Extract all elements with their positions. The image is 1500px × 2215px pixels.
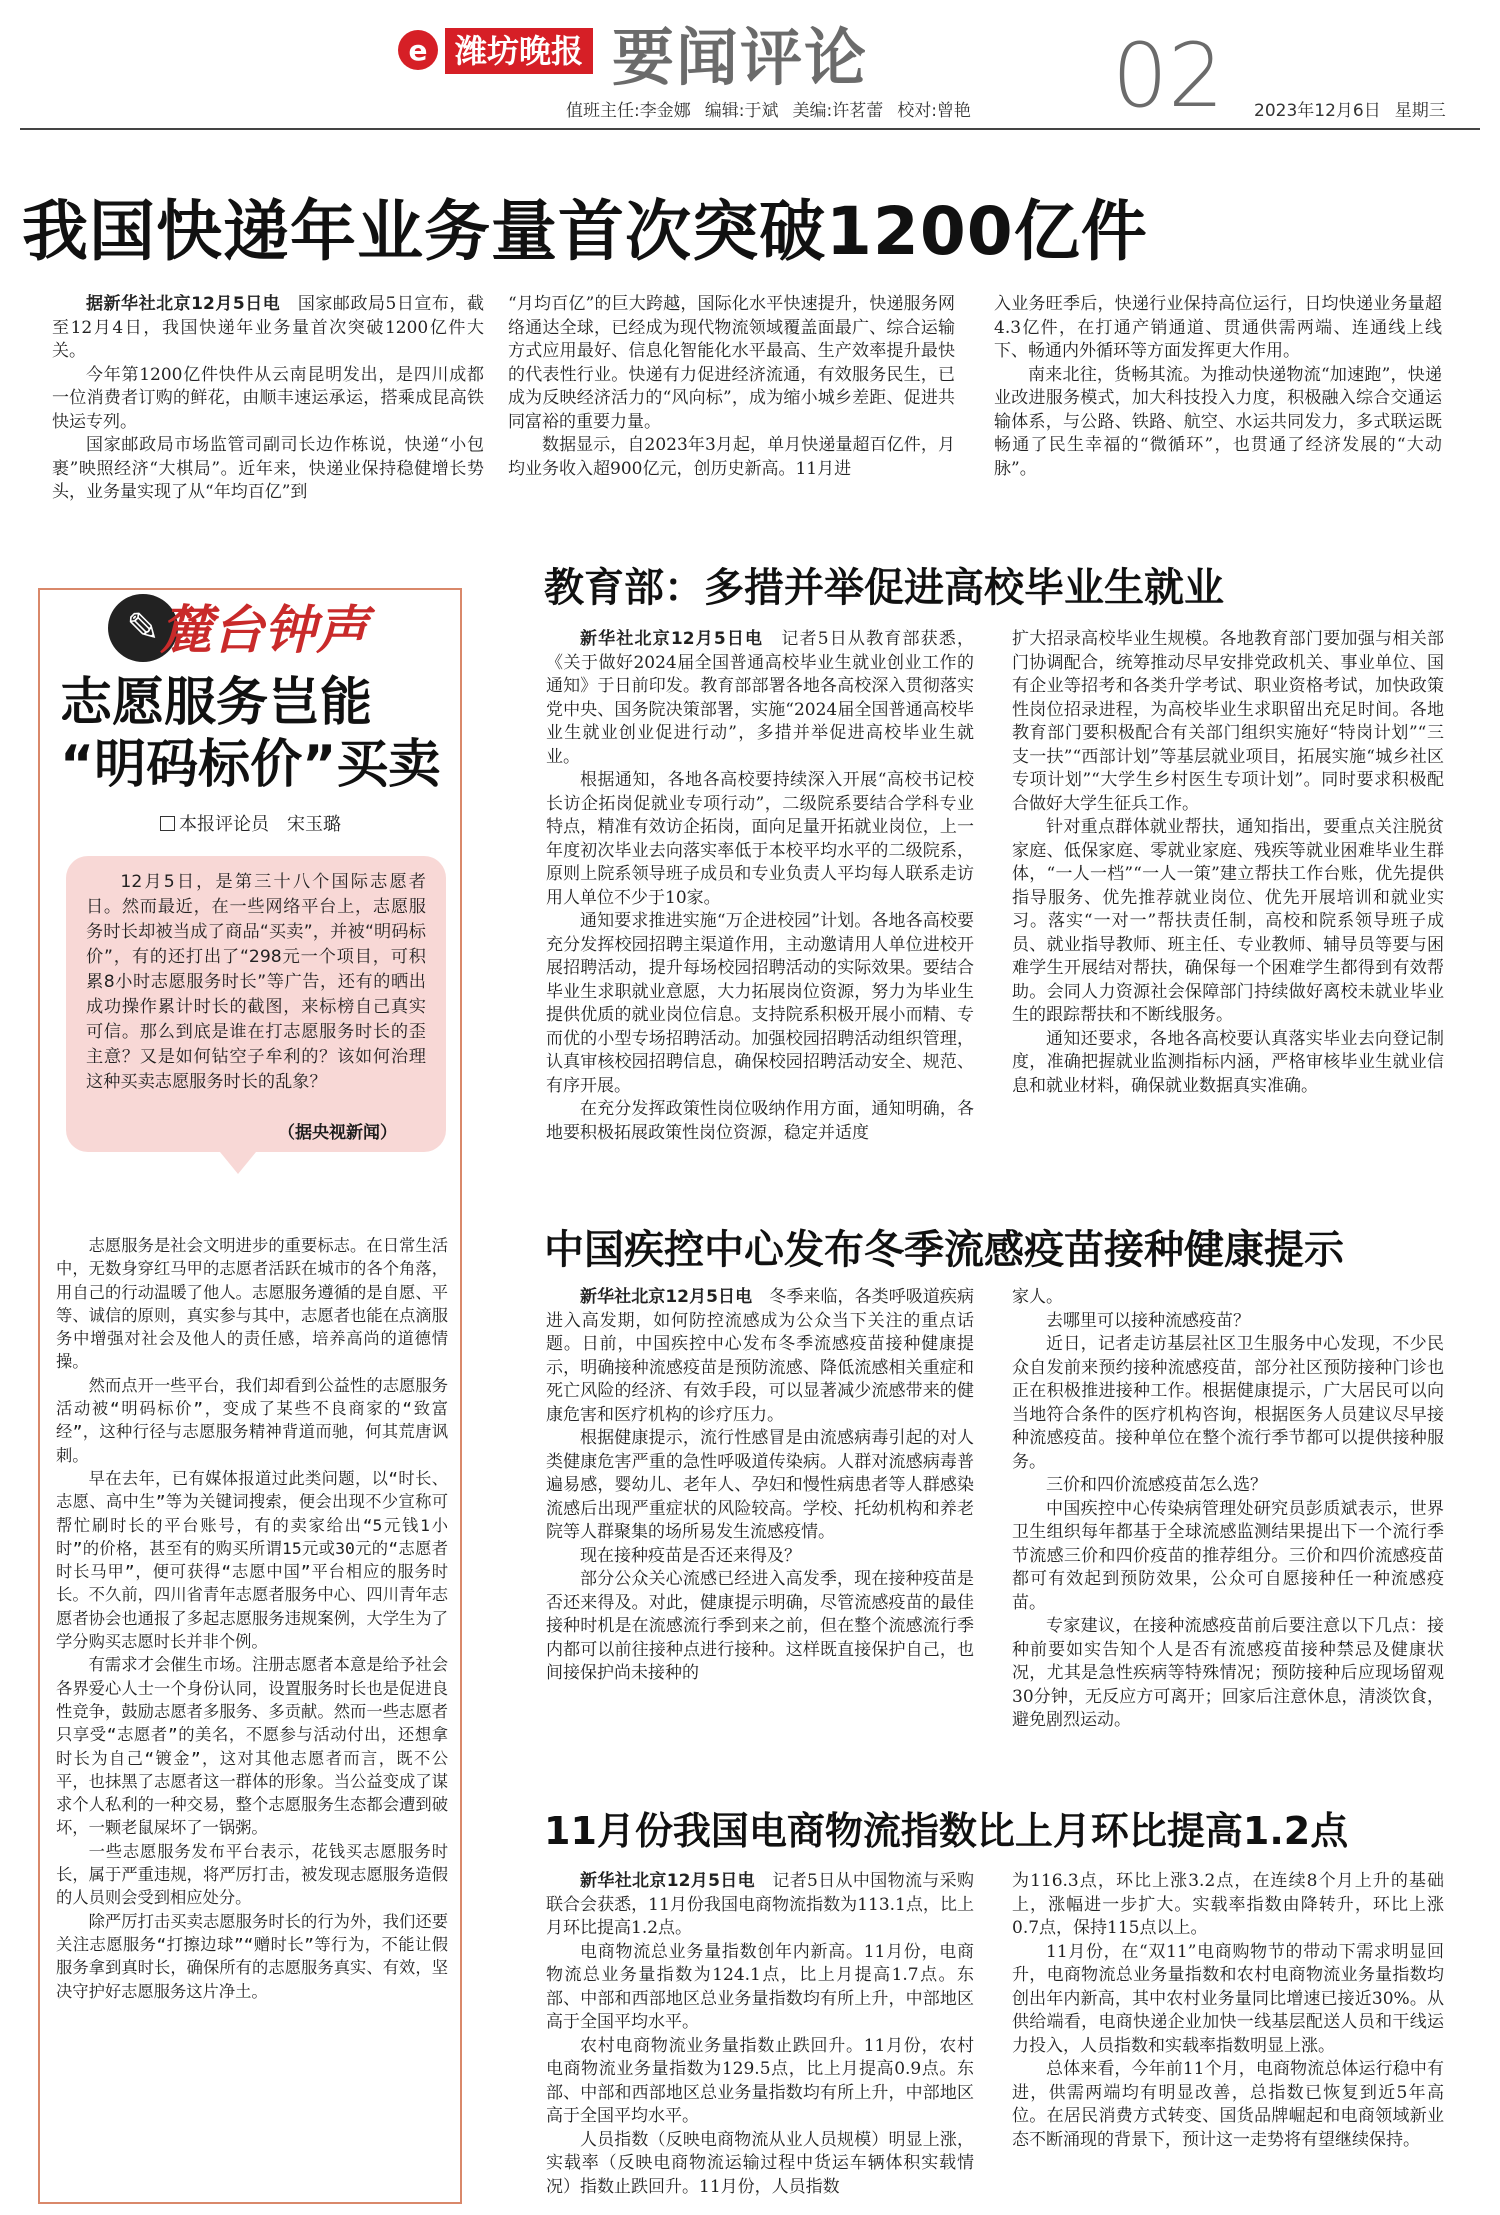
paragraph: 今年第1200亿件快件从云南昆明发出，是四川成都一位消费者订购的鲜花，由顺丰速运承运，搭乘成昆高铁快运专列。: [52, 364, 484, 432]
staff-credits: [566, 96, 985, 121]
paragraph: 部分公众关心流感已经进入高发季，现在接种疫苗是否还来得及。对此，健康提示明确，尽管流感疫苗的最佳接种时机是在流感流行季到来之前，但在整个流感流行季内都可以前往接种点进行接种。这样既直接保护自己，也间接保护尚未接种的: [546, 1569, 974, 1683]
paragraph: 家人。: [1012, 1287, 1063, 1307]
paragraph: 早在去年，已有媒体报道过此类问题，以“时长、志愿、高中生”等为关键词搜索，便会出现不少宣称可帮忙刷时长的平台账号，有的卖家给出“5元钱1小时”的价格，甚至有的购买所谓15元或30元的“志愿者时长马甲”，便可获得“志愿中国”平台相应的服务时长。不久前，四川省青年志愿者服务中心、四川青年志愿者协会也通报了多起志愿服务违规案例，大学生为了学分购买志愿时长并非个例。: [56, 1468, 448, 1652]
column-logo: 麓台钟声: [160, 600, 369, 661]
brush-icon: ✎: [108, 594, 178, 662]
page-number: 02: [1112, 24, 1224, 127]
paragraph: 通知还要求，各地各高校要认真落实毕业去向登记制度，准确把握就业监测指标内涵，严格审核毕业生就业信息和就业材料，确保就业数据真实准确。: [1012, 1028, 1444, 1096]
paragraph-text: 记者5日从教育部获悉，《关于做好2024届全国普通高校毕业生就业创业工作的通知》于日前印发。教育部部署各地各高校深入贯彻落实党中央、国务院决策部署，实施“2024届全国普通高校毕业生就业创业促进行动”，多措并举促进高校毕业生就业。: [546, 629, 974, 767]
byline-square-icon: [160, 816, 175, 831]
logistics-headline: 11月份我国电商物流指数比上月环比提高1.2点: [544, 1809, 1349, 1853]
paragraph: 扩大招录高校毕业生规模。各地教育部门要加强与相关部门协调配合，统筹推动尽早安排党政机关、事业单位、国有企业等招考和各类升学考试、职业资格考试，加快政策性岗位招录进程，为高校毕业生求职留出充足时间。各地教育部门要积极配合有关部门组织实施好“特岗计划”“三支一扶”“西部计划”等基层就业项目，拓展实施“城乡社区专项计划”“大学生乡村医生专项计划”。同时要求积极配合做好大学生征兵工作。: [1012, 629, 1444, 814]
paragraph: [546, 1870, 974, 1941]
quote-text: [86, 870, 426, 1095]
paragraph: 数据显示，自2023年3月起，单月快递量超百亿件，月均业务收入超900亿元，创历史新高。11月进: [508, 435, 955, 479]
paragraph: [546, 628, 974, 769]
issue-date-text: 2023年12月6日: [1254, 101, 1381, 121]
byline-text: 本报评论员 宋玉璐: [179, 814, 341, 835]
paragraph: [546, 1286, 974, 1427]
paragraph: 国家邮政局市场监管司副司长边作栋说，快递“小包裹”映照经济“大棋局”。近年来，快递业保持稳健增长势头，业务量实现了从“年均百亿”到: [52, 435, 484, 502]
dateline: 新华社北京12月5日电: [580, 629, 764, 649]
logistics-column-2: [1012, 1870, 1444, 2152]
commentary-body: [56, 1234, 448, 2003]
lead-column-1: [52, 293, 484, 505]
commentary-title-line1: 志愿服务岂能: [60, 673, 373, 733]
dateline: 新华社北京12月5日电: [580, 1871, 755, 1891]
issue-date: [1254, 96, 1460, 121]
paragraph: 近日，记者走访基层社区卫生服务中心发现，不少民众自发前来预约接种流感疫苗，部分社区预防接种门诊也正在积极推进接种工作。根据健康提示，广大居民可以向当地符合条件的医疗机构咨询，根据医务人员建议尽早接种流感疫苗。接种单位在整个流行季节都可以提供接种服务。: [1012, 1334, 1444, 1472]
staff-designer: 美编:许茗蕾: [792, 101, 884, 121]
logistics-column-1: [546, 1870, 974, 2199]
lead-column-2: [508, 293, 955, 481]
paragraph: 人员指数（反映电商物流从业人员规模）明显上涨，实载率（反映电商物流运输过程中货运车辆体积实载情况）指数止跌回升。11月份，人员指数: [546, 2129, 974, 2197]
paragraph: 入业务旺季后，快递行业保持高位运行，日均快递业务量超4.3亿件，在打通产销通道、贯通供需两端、连通线上线下、畅通内外循环等方面发挥更大作用。: [994, 294, 1442, 361]
paragraph: 根据通知，各地各高校要持续深入开展“高校书记校长访企拓岗促就业专项行动”，二级院系要结合学科专业特点，精准有效访企拓岗，面向足量开拓就业岗位，上一年度初次毕业去向落实率低于本校平均水平的二级院系，原则上院系领导班子成员和专业负责人平均每人联系走访用人单位不少于10家。: [546, 770, 974, 908]
paragraph: 然而点开一些平台，我们却看到公益性的志愿服务活动被“明码标价”，变成了某些不良商家的“致富经”，这种行径与志愿服务精神背道而驰，何其荒唐讽刺。: [56, 1375, 448, 1465]
paragraph: 现在接种疫苗是否还来得及？: [580, 1545, 801, 1566]
education-column-2: [1012, 628, 1444, 1098]
paragraph: 通知要求推进实施“万企进校园”计划。各地各高校要充分发挥校园招聘主渠道作用，主动邀请用人单位进校开展招聘活动，提升每场校园招聘活动的实际效果。要结合毕业生求职就业意愿，大力拓展岗位资源，努力为毕业生提供优质的就业岗位信息。支持院系积极开展小而精、专而优的小型专场招聘活动。加强校园招聘活动组织管理，认真审核校园招聘信息，确保校园招聘活动安全、规范、有序开展。: [546, 911, 974, 1096]
paragraph-text: 记者5日从中国物流与采购联合会获悉，11月份我国电商物流指数为113.1点，比上月环比提高1.2点。: [546, 1871, 974, 1938]
paragraph: 中国疾控中心传染病管理处研究员彭质斌表示，世界卫生组织每年都基于全球流感监测结果提出下一个流行季节流感三价和四价疫苗的推荐组分。三价和四价流感疫苗都可有效起到预防效果，公众可自愿接种任一种流感疫苗。: [1012, 1498, 1444, 1613]
paragraph: [52, 293, 484, 364]
paragraph: 三价和四价流感疫苗怎么选？: [1046, 1475, 1267, 1495]
paragraph: 一些志愿服务发布平台表示，花钱买志愿服务时长，属于严重违规，将严厉打击，被发现志愿服务造假的人员则会受到相应处分。: [56, 1841, 448, 1908]
paragraph: 去哪里可以接种流感疫苗？: [1046, 1310, 1250, 1331]
education-column-1: [546, 628, 974, 1145]
education-headline: 教育部：多措并举促进高校毕业生就业: [544, 565, 1224, 611]
masthead-divider: [20, 128, 1480, 130]
paragraph: 针对重点群体就业帮扶，通知指出，要重点关注脱贫家庭、低保家庭、零就业家庭、残疾等就业困难毕业生群体，“一人一档”“一人一策”建立帮扶工作台账，优先提供指导服务、优先推荐就业岗位、优先开展培训和就业实习。落实“一对一”帮扶责任制，高校和院系领导班子成员、就业指导教师、班主任、专业教师、辅导员等要与困难学生开展结对帮扶，确保每一个困难学生都得到有效帮助。会同人力资源社会保障部门持续做好离校未就业毕业生的跟踪帮扶和不断线服务。: [1012, 817, 1444, 1025]
flu-column-2: [1012, 1286, 1444, 1733]
paragraph: 南来北往，货畅其流。为推动快递物流“加速跑”，快递业改进服务模式，加大科技投入力度，积极融入综合交通运输体系，与公路、铁路、航空、水运共同发力，多式联运既畅通了民生幸福的“微循环”，也贯通了经济发展的“大动脉”。: [994, 364, 1442, 479]
paragraph: 志愿服务是社会文明进步的重要标志。在日常生活中，无数身穿红马甲的志愿者活跃在城市的各个角落，用自己的行动温暖了他人。志愿服务遵循的是自愿、平等、诚信的原则，真实参与其中，志愿者也能在点滴服务中增强对社会及他人的责任感，培养高尚的道德情操。: [56, 1236, 448, 1372]
paragraph: 电商物流总业务量指数创年内新高。11月份，电商物流总业务量指数为124.1点，比上月提高1.7点。东部、中部和西部地区总业务量指数均有所上升，中部地区高于全国平均水平。: [546, 1941, 974, 2032]
paragraph: 在充分发挥政策性岗位吸纳作用方面，通知明确，各地要积极拓展政策性岗位资源，稳定并适度: [546, 1099, 974, 1143]
paragraph: 除严厉打击买卖志愿服务时长的行为外，我们还要关注志愿服务“打擦边球”“赠时长”等行为，不能让假服务拿到真时长，确保所有的志愿服务真实、有效，坚决守护好志愿服务这片净土。: [56, 1911, 448, 2001]
quote-source: （据央视新闻）: [278, 1123, 397, 1143]
flu-headline: 中国疾控中心发布冬季流感疫苗接种健康提示: [544, 1227, 1344, 1273]
newspaper-logo-icon: e: [398, 30, 438, 70]
dateline: 据新华社北京12月5日电: [86, 294, 281, 314]
paragraph: 总体来看，今年前11个月，电商物流总体运行稳中有进，供需两端均有明显改善，总指数已恢复到近5年高位。在居民消费方式转变、国货品牌崛起和电商领域新业态不断涌现的背景下，预计这一走势将有望继续保持。: [1012, 2059, 1444, 2150]
quote-paragraph: 12月5日，是第三十八个国际志愿者日。然而最近，在一些网络平台上，志愿服务时长却被当成了商品“买卖”，并被“明码标价”，有的还打出了“298元一个项目，可积累8小时志愿服务时长”等广告，还有的晒出成功操作累计时长的截图，来标榜自己真实可信。那么到底是谁在打志愿服务时长的歪主意？又是如何钻空子牟利的？该如何治理这种买卖志愿服务时长的乱象？: [86, 872, 426, 1092]
section-title: 要闻评论: [612, 21, 869, 94]
issue-weekday: 星期三: [1394, 101, 1446, 121]
quote-bubble-tail: [220, 1152, 256, 1174]
lead-headline: 我国快递年业务量首次突破1200亿件: [22, 193, 1148, 270]
lead-column-3: [994, 293, 1442, 481]
flu-column-1: [546, 1286, 974, 1686]
paragraph: 为116.3点，环比上涨3.2点，在连续8个月上升的基础上，涨幅进一步扩大。实载率指数由降转升，环比上涨0.7点，保持115点以上。: [1012, 1871, 1444, 1938]
paragraph: 11月份，在“双11”电商购物节的带动下需求明显回升，电商物流总业务量指数和农村电商物流业务量指数均创出年内新高，其中农村业务量同比增速已接近30%。从供给端看，电商快递企业加快一线基层配送人员和干线运力投入，人员指数和实载率指数明显上涨。: [1012, 1941, 1444, 2056]
paragraph: “月均百亿”的巨大跨越，国际化水平快速提升，快递服务网络通达全球，已经成为现代物流领域覆盖面最广、综合运输方式应用最好、信息化智能化水平最高、生产效率提升最快的代表性行业。快递有力促进经济流通，有效服务民生，已成为反映经济活力的“风向标”，成为缩小城乡差距、促进共同富裕的重要力量。: [508, 294, 955, 432]
paragraph: 农村电商物流业务量指数止跌回升。11月份，农村电商物流业务量指数为129.5点，比上月提高0.9点。东部、中部和西部地区总业务量指数均有所上升，中部地区高于全国平均水平。: [546, 2035, 974, 2126]
paragraph: 根据健康提示，流行性感冒是由流感病毒引起的对人类健康危害严重的急性呼吸道传染病。人群对流感病毒普遍易感，婴幼儿、老年人、孕妇和慢性病患者等人群感染流感后出现严重症状的风险较高。学校、托幼机构和养老院等人群聚集的场所易发生流感疫情。: [546, 1428, 974, 1542]
staff-proofreader: 校对:曾艳: [897, 101, 971, 121]
dateline: 新华社北京12月5日电: [580, 1287, 753, 1307]
paragraph-text: 冬季来临，各类呼吸道疾病进入高发期，如何防控流感成为公众当下关注的重点话题。日前，中国疾控中心发布冬季流感疫苗接种健康提示，明确接种流感疫苗是预防流感、降低流感相关重症和死亡风险的经济、有效手段，可以显著减少流感带来的健康危害和医疗机构的诊疗压力。: [546, 1287, 974, 1425]
commentary-title: [60, 672, 460, 796]
paragraph: 专家建议，在接种流感疫苗前后要注意以下几点：接种前要如实告知个人是否有流感疫苗接种禁忌及健康状况，尤其是急性疾病等特殊情况；预防接种后应现场留观30分钟，无反应方可离开；回家后注意休息，清淡饮食，避免剧烈运动。: [1012, 1616, 1444, 1730]
paragraph: 有需求才会催生市场。注册志愿者本意是给予社会各界爱心人士一个身份认同，设置服务时长也是促进良性竞争，鼓励志愿者多服务、多贡献。然而一些志愿者只享受“志愿者”的美名，不愿参与活动付出，还想拿时长为自己“镀金”，这对其他志愿者而言，既不公平，也抹黑了志愿者这一群体的形象。当公益变成了谋求个人私利的一种交易，整个志愿服务生态都会遭到破坏，一颗老鼠屎坏了一锅粥。: [56, 1655, 448, 1838]
newspaper-name: 潍坊晚报: [445, 28, 593, 74]
staff-editor: 编辑:于斌: [704, 101, 779, 121]
commentary-title-line2: “明码标价”买卖: [60, 735, 441, 795]
paragraph-text: 国家邮政局5日宣布，截至12月4日，我国快递年业务量首次突破1200亿件大关。: [52, 294, 484, 361]
commentary-byline: [160, 810, 341, 836]
staff-duty-editor: 值班主任:李金娜: [566, 101, 691, 121]
